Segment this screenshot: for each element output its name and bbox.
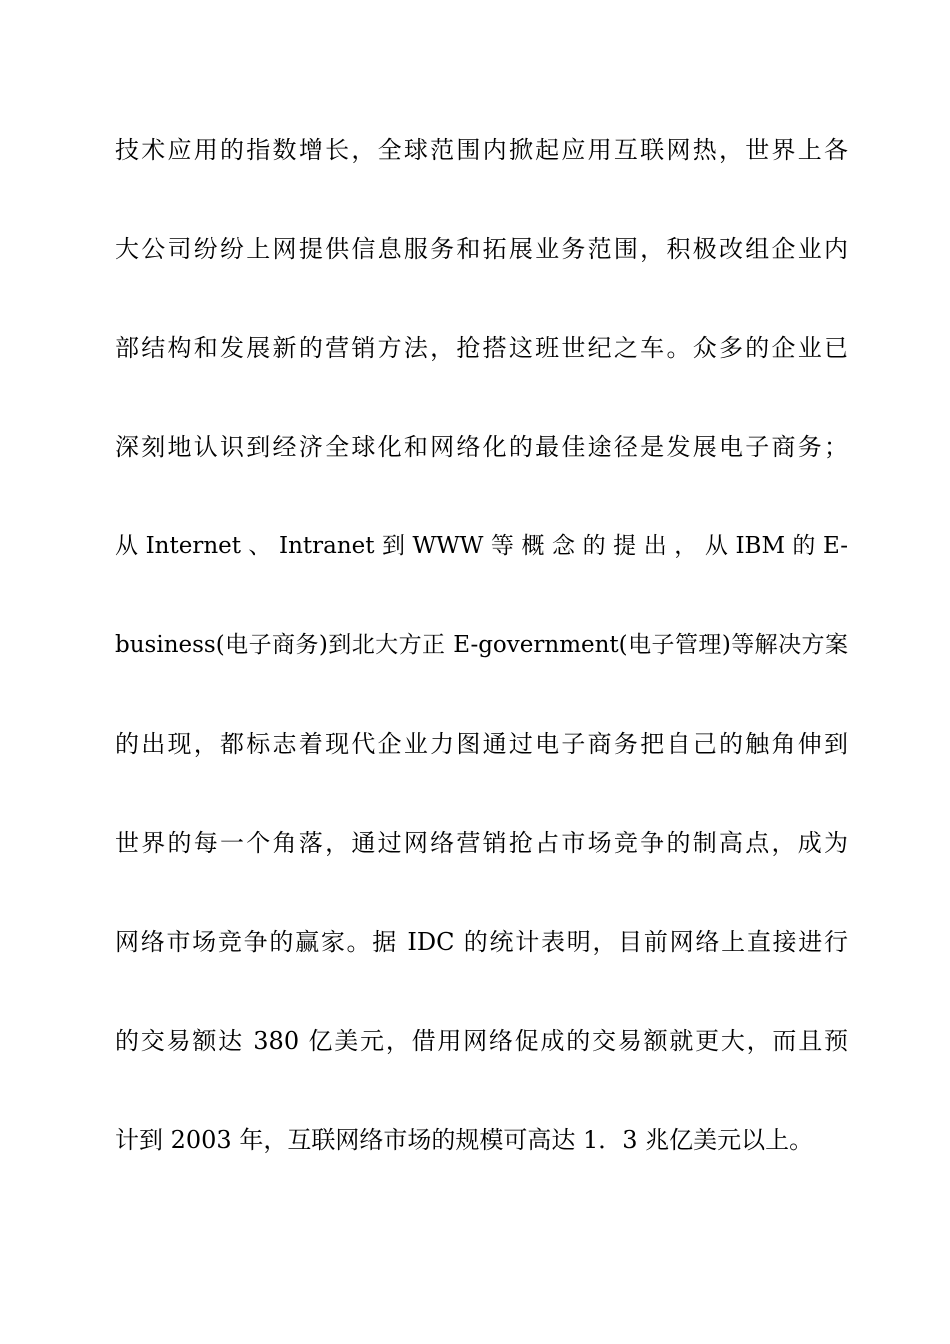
paragraph-line-10: 的交易额达 380 亿美元，借用网络促成的交易额就更大，而且预 [115, 1027, 848, 1055]
paragraph-line-11: 计到 2003 年，互联网络市场的规模可高达 1．3 兆亿美元以上。 [115, 1126, 814, 1154]
paragraph-line-5: 从 Internet 、 Intranet 到 WWW 等 概 念 的 提 出 ， 从 IBM 的 E- [115, 533, 848, 559]
paragraph-line-7: 的出现，都标志着现代企业力图通过电子商务把自己的触角伸到 [115, 730, 848, 758]
paragraph-line-8: 世界的每一个角落，通过网络营销抢占市场竞争的制高点，成为 [115, 829, 848, 857]
paragraph-line-2: 大公司纷纷上网提供信息服务和拓展业务范围，积极改组企业内 [115, 235, 848, 263]
paragraph-line-9: 网络市场竞争的赢家。据 IDC 的统计表明，目前网络上直接进行 [115, 928, 848, 956]
paragraph-line-4: 深刻地认识到经济全球化和网络化的最佳途径是发展电子商务； [115, 433, 848, 461]
paragraph-line-6: business(电子商务)到北大方正 E-government(电子管理)等解决方案 [115, 632, 848, 658]
paragraph-line-3: 部结构和发展新的营销方法，抢搭这班世纪之车。众多的企业已 [115, 334, 848, 362]
paragraph-line-1: 技术应用的指数增长，全球范围内掀起应用互联网热，世界上各 [115, 136, 848, 164]
